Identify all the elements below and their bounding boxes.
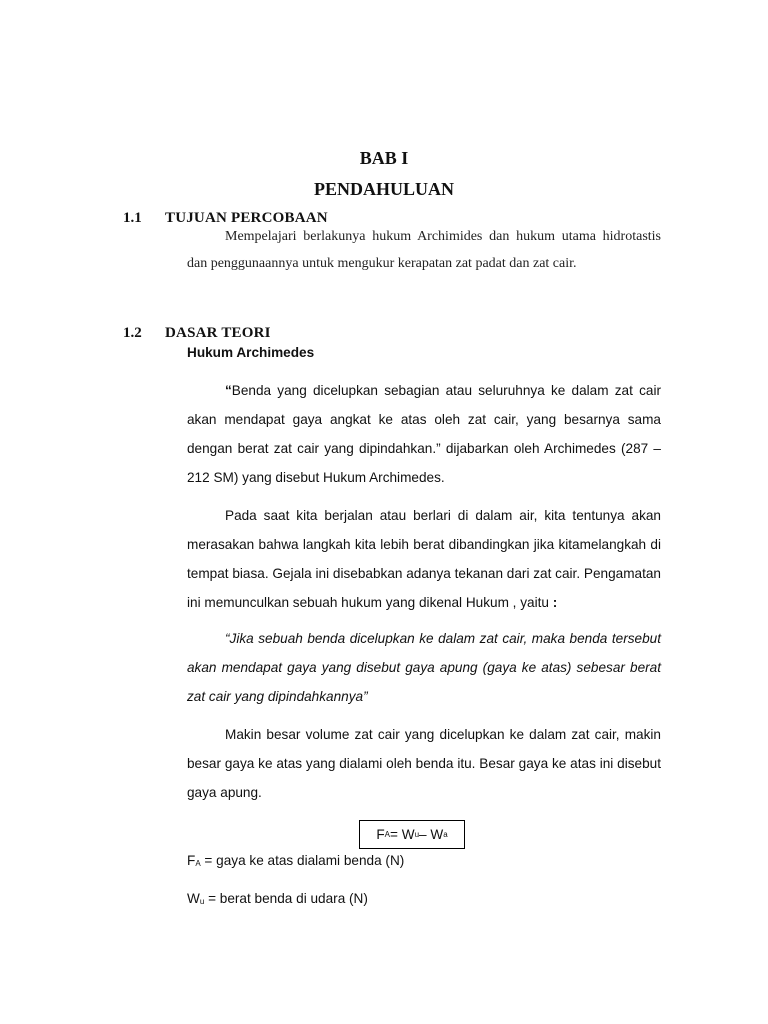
formula-symbol: = W — [390, 827, 415, 842]
section-paragraph: Mempelajari berlakunya hukum Archimides dan hukum utama hidrotastis dan penggunaannya untuk mengukur kerapatan zat padat dan zat cair. — [187, 229, 661, 271]
definition-line — [187, 853, 404, 868]
definition-text: = gaya ke atas dialami benda (N) — [200, 853, 405, 868]
formula-subscript: a — [443, 830, 448, 839]
definition-subscript: A — [195, 859, 201, 868]
formula-box — [359, 820, 465, 849]
definition-text: = berat benda di udara (N) — [204, 891, 368, 906]
subheading: Hukum Archimedes — [187, 345, 315, 360]
formula-subscript: A — [384, 830, 391, 839]
section-title: DASAR TEORI — [165, 325, 271, 341]
definition-symbol: W — [187, 891, 200, 906]
paragraph-text: “Jika sebuah benda dicelupkan ke dalam zat cair, maka benda tersebut akan mendapat gaya yang disebut gaya apung (gaya ke atas) sebesar berat zat cair yang dipindahkannya” — [187, 631, 661, 704]
colon: : — [552, 595, 558, 610]
definition-symbol: F — [187, 853, 196, 868]
formula-symbol: F — [376, 827, 385, 842]
paragraph-text: Benda yang dicelupkan sebagian atau seluruhnya ke dalam zat cair akan mendapat gaya angkat ke atas oleh zat cair, yang besarnya sama dengan berat zat cair yang dipindahkan.” dijabarkan oleh Archimedes (287 – 212 SM) yang disebut Hukum Archimedes. — [187, 383, 661, 485]
chapter-subtitle: PENDAHULUAN — [313, 179, 454, 199]
definition-line — [187, 891, 368, 906]
paragraph-buoyancy: Makin besar volume zat cair yang dicelupkan ke dalam zat cair, makin besar gaya ke atas yang dialami oleh benda itu. Besar gaya ke atas ini disebut gaya apung. — [187, 727, 661, 800]
paragraph-text: Pada saat kita berjalan atau berlari di dalam air, kita tentunya akan merasakan bahwa langkah kita lebih berat dibandingkan jika kitamelangkah di tempat biasa. Gejala ini disebabkan adanya tekanan dari zat cair. Pengamatan ini memunculkan sebuah hukum yang dikenal Hukum , yaitu — [187, 508, 661, 610]
definition-subscript: u — [199, 897, 205, 906]
chapter-title: BAB I — [359, 148, 409, 168]
quote-mark: “ — [225, 383, 232, 398]
formula-subscript: u — [414, 830, 420, 839]
section-title: TUJUAN PERCOBAAN — [165, 210, 328, 226]
section-number: 1.1 — [123, 210, 142, 226]
formula-symbol: – W — [419, 827, 444, 842]
paragraph-archimedes-quote — [187, 376, 661, 492]
section-number: 1.2 — [123, 325, 142, 341]
paragraph-observation — [187, 501, 661, 617]
paragraph-law-statement — [187, 624, 661, 711]
